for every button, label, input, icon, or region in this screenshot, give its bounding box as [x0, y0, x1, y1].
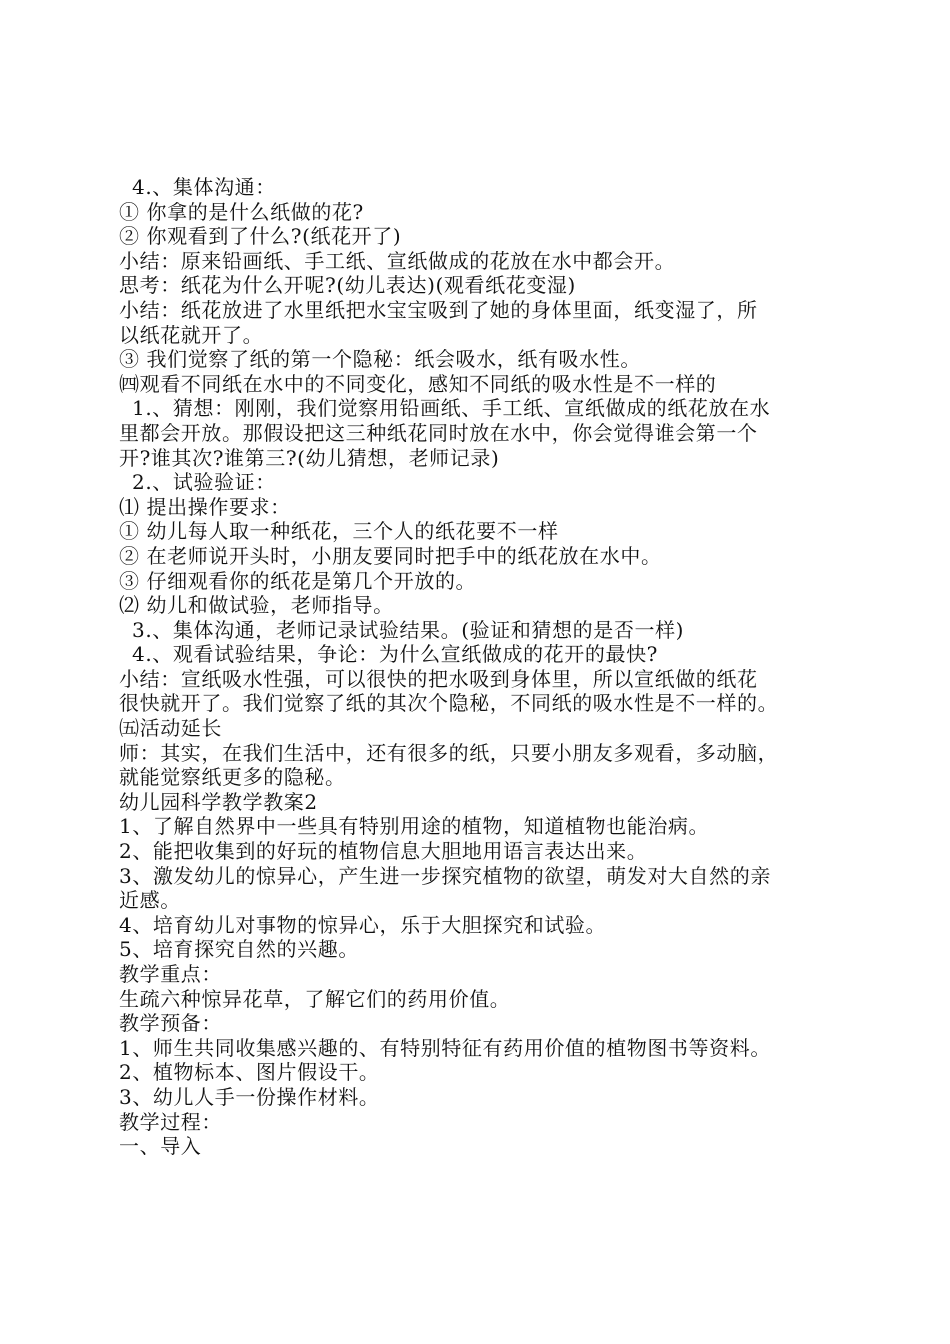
text-line: 生疏六种惊异花草，了解它们的药用价值。: [119, 986, 511, 1011]
text-line: 教学过程：: [119, 1109, 222, 1134]
text-line: 2、能把收集到的好玩的植物信息大胆地用语言表达出来。: [119, 839, 648, 864]
text-line: 2、植物标本、图片假设干。: [119, 1060, 380, 1085]
text-line: 里都会开放。那假设把这三种纸花同时放在水中，你会觉得谁会第一个: [119, 420, 758, 445]
text-line: 5、培育探究自然的兴趣。: [119, 937, 359, 962]
text-line: 4、培育幼儿对事物的惊异心，乐于大胆探究和试验。: [119, 912, 607, 937]
text-line: ① 幼儿每人取一种纸花，三个人的纸花要不一样: [119, 519, 559, 544]
text-line: 2.、试验验证：: [132, 470, 276, 495]
text-line: 师：其实，在我们生活中，还有很多的纸，只要小朋友多观看，多动脑，: [119, 740, 779, 765]
text-line: ① 你拿的是什么纸做的花?: [119, 199, 364, 224]
text-line: 1、师生共同收集感兴趣的、有特别特征有药用价值的植物图书等资料。: [119, 1035, 771, 1060]
text-line: ㈣观看不同纸在水中的不同变化，感知不同纸的吸水性是不一样的: [119, 371, 717, 396]
text-line: 以纸花就开了。: [119, 322, 264, 347]
text-line: ③ 仔细观看你的纸花是第几个开放的。: [119, 568, 477, 593]
text-line: 就能觉察纸更多的隐秘。: [119, 765, 346, 790]
text-line: 4.、集体沟通：: [132, 175, 276, 199]
text-line: 1、了解自然界中一些具有特别用途的植物，知道植物也能治病。: [119, 814, 710, 839]
text-line: 近感。: [119, 888, 181, 913]
text-line: 一、导入: [119, 1134, 202, 1159]
text-line: 思考：纸花为什么开呢?(幼儿表达)(观看纸花变湿): [119, 273, 576, 298]
text-line: ③ 我们觉察了纸的第一个隐秘：纸会吸水，纸有吸水性。: [119, 347, 641, 372]
text-line: 4.、观看试验结果，争论：为什么宣纸做成的花开的最快?: [132, 642, 659, 667]
text-line: ⑴ 提出操作要求：: [119, 494, 291, 519]
text-line: ㈤活动延长: [119, 716, 222, 741]
text-line: 很快就开了。我们觉察了纸的其次个隐秘，不同纸的吸水性是不一样的。: [119, 691, 779, 716]
text-line: 小结：纸花放进了水里纸把水宝宝吸到了她的身体里面，纸变湿了，所: [119, 297, 758, 322]
text-line: 教学重点：: [119, 962, 222, 986]
text-line: 小结：宣纸吸水性强，可以很快的把水吸到身体里，所以宣纸做的纸花: [119, 666, 758, 691]
text-line: 1.、猜想：刚刚，我们觉察用铅画纸、手工纸、宣纸做成的纸花放在水: [132, 396, 771, 421]
text-line: ⑵ 幼儿和做试验，老师指导。: [119, 593, 394, 618]
text-line: 3、激发幼儿的惊异心，产生进一步探究植物的欲望，萌发对大自然的亲: [119, 863, 771, 888]
text-line: 3.、集体沟通，老师记录试验结果。(验证和猜想的是否一样): [132, 617, 685, 642]
text-line: ② 在老师说开头时，小朋友要同时把手中的纸花放在水中。: [119, 543, 662, 568]
text-line: 开?谁其次?谁第三?(幼儿猜想，老师记录): [119, 445, 500, 470]
text-line: 小结：原来铅画纸、手工纸、宣纸做成的花放在水中都会开。: [119, 248, 676, 273]
text-line: 3、幼儿人手一份操作材料。: [119, 1084, 380, 1109]
document-body: [119, 175, 859, 1159]
text-line: ② 你观看到了什么?(纸花开了): [119, 224, 402, 249]
text-line: 教学预备：: [119, 1011, 222, 1036]
text-line: 幼儿园科学教学教案2: [119, 789, 318, 814]
